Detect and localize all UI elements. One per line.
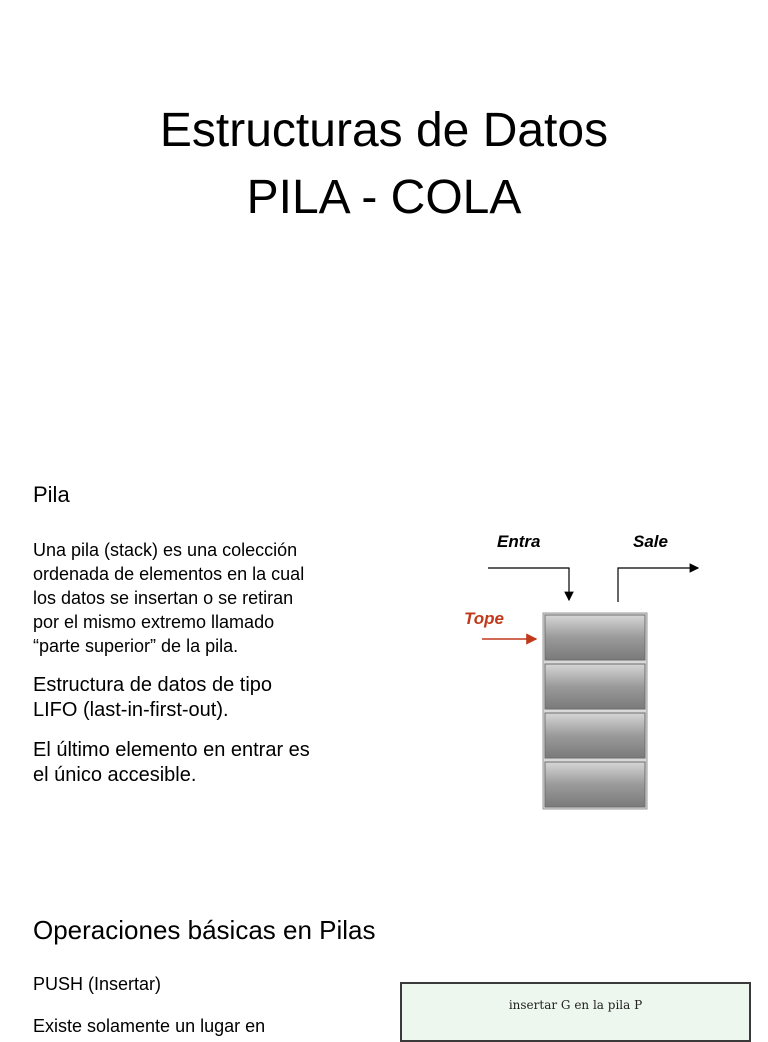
entra-label: Entra [497, 532, 541, 551]
main-title-line1: Estructuras de Datos [159, 104, 609, 157]
pila-definition [33, 538, 393, 658]
text-line: por el mismo extremo llamado [33, 612, 275, 632]
push-description: Existe solamente un lugar en [33, 1016, 266, 1036]
code-example-box [400, 982, 751, 1042]
operaciones-heading: Operaciones básicas en Pilas [33, 915, 376, 945]
sale-arrow [618, 568, 698, 602]
sale-label: Sale [633, 532, 668, 551]
code-example-text: insertar G en la pila P [508, 998, 643, 1012]
text-line: ordenada de elementos en la cual [33, 564, 305, 584]
text-line: El último elemento en entrar es [33, 739, 310, 761]
stack-block [545, 713, 645, 758]
text-line: Estructura de datos de tipo [33, 674, 273, 696]
stack-diagram [450, 520, 720, 820]
push-label: PUSH (Insertar) [33, 974, 162, 994]
text-line: Una pila (stack) es una colección [33, 540, 298, 560]
stack-blocks [543, 613, 647, 809]
main-title-line2: PILA - COLA [246, 171, 522, 224]
text-line: “parte superior” de la pila. [33, 636, 239, 656]
entra-arrow [488, 568, 569, 600]
pila-heading: Pila [33, 482, 70, 507]
stack-block [545, 762, 645, 807]
text-line: LIFO (last-in-first-out). [33, 699, 229, 721]
tope-label: Tope [464, 609, 504, 628]
stack-block [545, 615, 645, 660]
pila-access-text [33, 738, 393, 788]
text-line: los datos se insertan o se retiran [33, 588, 294, 608]
pila-lifo-text [33, 673, 393, 723]
text-line: el único accesible. [33, 764, 197, 786]
stack-block [545, 664, 645, 709]
